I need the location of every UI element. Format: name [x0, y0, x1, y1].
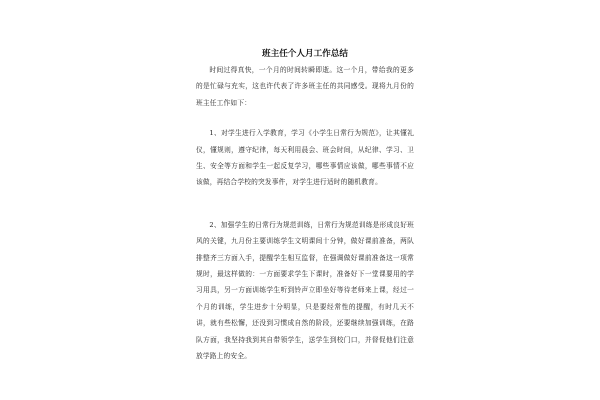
document-page [196, 48, 414, 365]
item-1-paragraph: 1、对学生进行入学教育，学习《小学生日常行为规范》，让其懂礼仪，懂规则，遵守纪律，每天利用晨会、班会时间，从纪律、学习、卫生、安全等方面和学生一起反复学习，哪些事情应该做，哪些事情不应该做，再结合学校的突发事件，对学生进行适时的随机教育。 [196, 129, 414, 187]
document-title: 班主任个人月工作总结 [262, 49, 348, 59]
paragraph-spacer [196, 111, 414, 125]
intro-paragraph: 时间过得真快，一个月的时间转瞬即逝。这一个月，带给我的更多的是忙碌与充实，这也许代表了许多班主任的共同感受。现将九月份的班主任工作如下： [196, 66, 414, 107]
item-2-paragraph: 2、加强学生的日常行为规范训练，日常行为规范训练是形成良好班风的关键，九月份主要训练学生文明课间十分钟，做好课前准备，两队排整齐三方面入手，提醒学生相互监督，在强调做好课前准备这一项常规时，最这样做的：一方面要求学生下课时，准备好下一堂课要用的学习用具，另一方面训练学生听到铃声立即坐好等待老师来上课，经过一个月的训练，学生进步十分明显，只是要经常性的提醒，有时几天不讲，就有些松懈，还没到习惯成自然的阶段，还要继续加强训练，在路队方面，我坚持我到其自带领学生，送学生到校门口，并督促他们注意放学路上的安全。 [196, 220, 414, 361]
paragraph-spacer [196, 191, 414, 217]
